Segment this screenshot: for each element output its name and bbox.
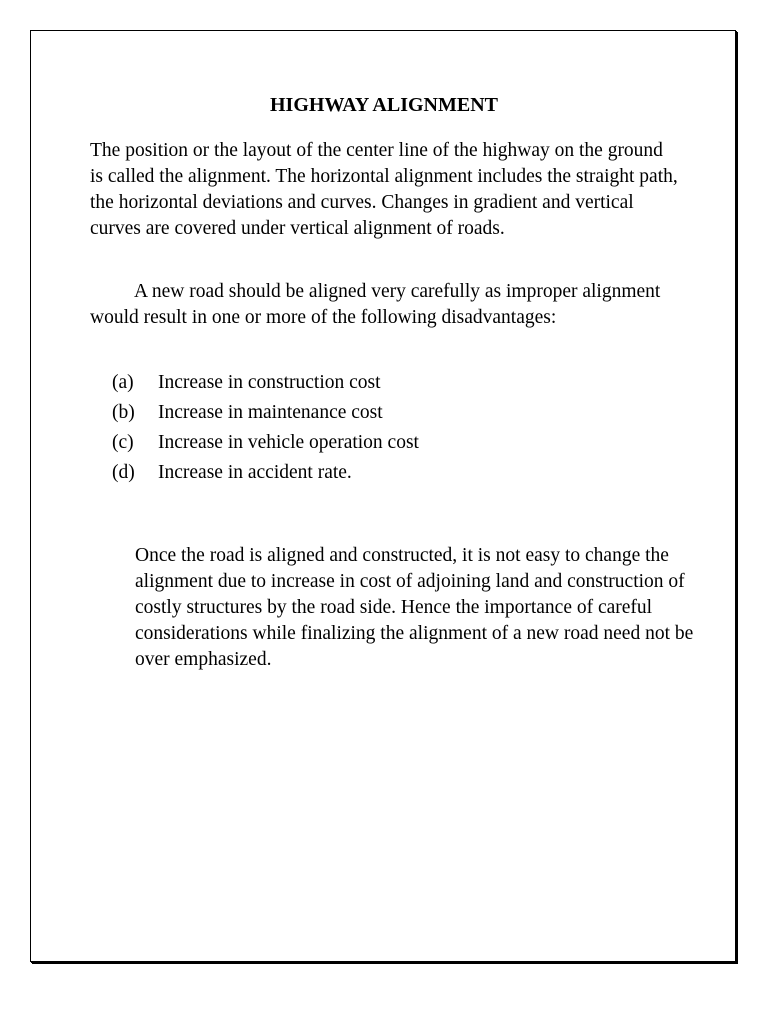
paragraph-definition: The position or the layout of the center line of the highway on the ground is called the alignment. The horizontal alignment includes the straight path, the horizontal deviations and curves. Changes in gradient and vertical curves are covered under vertical alignment of roads.	[90, 140, 678, 239]
list-item-text: Increase in accident rate.	[158, 462, 352, 483]
list-item-marker: (c)	[112, 432, 134, 453]
list-item-text: Increase in maintenance cost	[158, 402, 383, 423]
list-item-marker: (a)	[112, 372, 134, 393]
list-item	[112, 368, 419, 398]
disadvantages-list	[112, 368, 419, 488]
list-item-marker: (d)	[112, 462, 135, 483]
list-item	[112, 398, 419, 428]
list-item	[112, 428, 419, 458]
paragraph-conclusion: Once the road is aligned and constructed, it is not easy to change the alignment due to increase in cost of adjoining land and construction of costly structures by the road side. Hence the importance of careful considerations while finalizing the alignment of a new road need not be over emphasized.	[135, 545, 694, 670]
document-title: HIGHWAY ALIGNMENT	[269, 94, 498, 116]
paragraph-disadvantages-intro: A new road should be aligned very carefully as improper alignment would result in one or more of the following disadvantages:	[90, 281, 661, 328]
list-item-text: Increase in construction cost	[158, 372, 381, 393]
list-item	[112, 458, 419, 488]
list-item-text: Increase in vehicle operation cost	[158, 432, 419, 453]
list-item-marker: (b)	[112, 402, 135, 423]
